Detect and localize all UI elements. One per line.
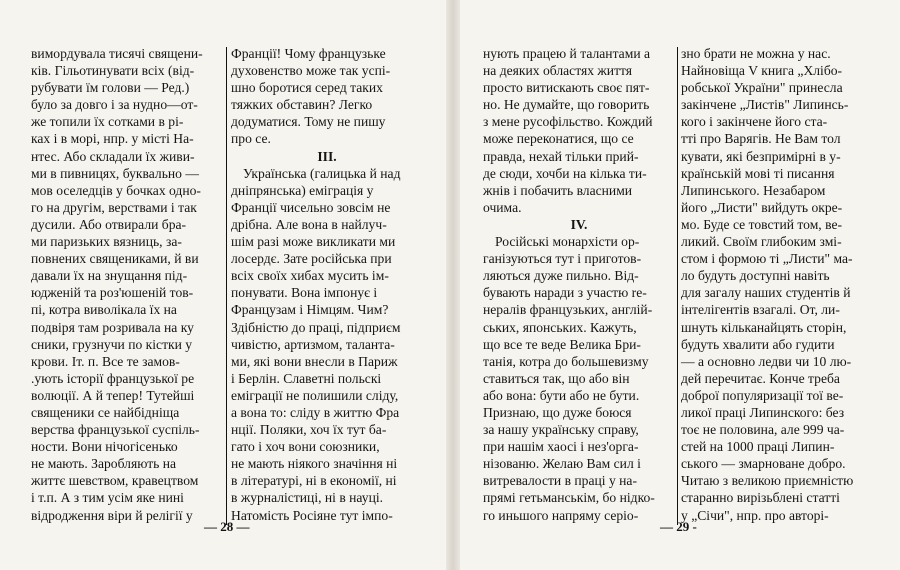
left-page-number: — 28 — — [204, 519, 250, 534]
text-line: ляються дуже пильно. Від- — [483, 268, 639, 284]
text-line: Липинського. Незабаром — [681, 182, 826, 198]
text-line: дусили. Або отвирали бра- — [31, 216, 187, 232]
right-page-column-rule — [677, 47, 678, 525]
text-line: ликий. Своїм глибоким змі- — [681, 234, 842, 250]
text-line: для загалу наших студентів й — [681, 285, 851, 301]
text-line: ности. Вони нічогісенько — [31, 439, 178, 455]
text-line: Признаю, що дуже боюся — [483, 404, 632, 420]
text-line: вимордувала тисячі священи- — [31, 46, 203, 61]
text-line: рубувати їм голови — Ред.) — [31, 80, 190, 96]
text-line: старанно вирізьблені статті — [681, 490, 840, 506]
text-line: Французам і Німцям. Чим? — [231, 302, 389, 318]
text-line: подвіря там розривала на ку — [31, 319, 194, 335]
text-line: очима. — [483, 199, 522, 215]
text-line: і т.п. А з тим усім яке нині — [31, 490, 184, 506]
text-line: може переконатися, що се — [483, 131, 634, 147]
text-line: мов оселедців у бочках одно- — [31, 182, 201, 198]
text-line: верства французької суспіль- — [31, 422, 200, 438]
text-line: життє шевством, кравецтвом — [31, 473, 199, 489]
text-line: на деяких областях життя — [483, 63, 633, 79]
text-line: інтелігентів взагалі. От, ли- — [681, 302, 840, 318]
left-page-column-2 — [231, 45, 423, 524]
text-line: нізованю. Желаю Вам сил і — [483, 456, 641, 472]
text-line: Найновіща V книга „Хлібо- — [681, 63, 843, 79]
text-line: ських, японських. Кажуть, — [483, 319, 637, 335]
text-line: не мають. Заробляють на — [31, 456, 177, 472]
text-line: ставиться так, що або він — [483, 370, 630, 386]
text-line: правда, нехай тільки прий- — [483, 148, 639, 164]
text-line: нералів французьких, англій- — [483, 302, 653, 318]
right-page-number: — 29 - — [660, 519, 697, 534]
text-line: було за довго і за нудно—от- — [31, 97, 198, 113]
text-line: у „Січи", нпр. про авторі- — [681, 507, 829, 523]
text-line: не мають ніякого значіння ні — [231, 456, 398, 472]
text-line: робської України" принесла — [681, 80, 843, 96]
text-line: го на другім, верствами і так — [31, 199, 197, 215]
text-line: і Берлін. Славетні польскі — [231, 370, 382, 386]
text-line: шім разі може викликати ми — [231, 234, 396, 250]
text-line: ликої праці Липинского: без — [681, 404, 845, 420]
text-line: волюції. А й тепер! Тутейші — [31, 387, 195, 403]
text-line: тоє не половина, але 999 ча- — [681, 422, 845, 438]
text-line: Російські монархісти ор- — [495, 234, 640, 250]
text-line: за нашу українську справу, — [483, 422, 639, 438]
text-line: священики се найбідніща — [31, 404, 180, 420]
text-line: повнених священиками, й ви — [31, 251, 199, 267]
text-line: ках і в морі, нпр. у місті На- — [31, 131, 194, 147]
text-line: кувати, які безпримірні в у- — [681, 148, 841, 164]
text-line: Українська (галицька й над — [243, 165, 401, 181]
text-line: дніпрянська) еміграція у — [231, 182, 374, 198]
text-line: ми в пивницях, буквально — — [31, 165, 199, 181]
text-line: духовенство може так успі- — [231, 63, 391, 79]
text-line: Натомість Росіяне тут імпо- — [231, 507, 393, 523]
text-line: будуть хвалити або гудити — [681, 336, 835, 352]
text-line: прямі гетьманськім, бо нідко- — [483, 490, 655, 506]
right-page-column-2 — [681, 45, 873, 524]
text-line: стом і формою ті „Листи" ма- — [681, 251, 853, 267]
text-line: з мене русофільство. Кождий — [483, 114, 653, 130]
text-line: танія, котра до большевизму — [483, 353, 649, 369]
text-line: нують працею й талантами а — [483, 46, 651, 61]
text-line: дрібна. Але вона в найлуч- — [231, 216, 387, 232]
text-line: го иньшого напряму серіо- — [483, 507, 639, 523]
text-line: же топили їх сотками в рі- — [31, 114, 184, 130]
text-line: юдженій та роз'юшеній тов- — [31, 285, 194, 301]
text-line: додуматися. Тому не пишу — [231, 114, 386, 130]
text-line: жнів і побачить власними — [483, 182, 633, 198]
text-line: — а основно ледви чи 10 лю- — [681, 353, 852, 369]
text-line: а вона то: сліду в життю Фра — [231, 404, 400, 420]
text-line: крови. Іт. п. Все те замов- — [31, 353, 180, 369]
text-line: витревалости в праці у на- — [483, 473, 637, 489]
text-line: ків. Гільотинувати всіх (від- — [31, 63, 195, 79]
text-line: зно брати не можна у нас. — [681, 46, 831, 61]
text-line: відродження віри й релігії у — [31, 507, 193, 523]
text-line: Франції! Чому французьке — [231, 46, 386, 61]
text-line: гато і хоч вони союзники, — [231, 439, 380, 455]
text-line: при нашім хаосі і нез'орга- — [483, 439, 639, 455]
text-line: доброї популяризації тої ве- — [681, 387, 844, 403]
text-line: ми паризьких вязниць, за- — [31, 234, 182, 250]
text-line: де сюди, хочби на кілька ти- — [483, 165, 647, 181]
text-line: в журналістиці, ні в науці. — [231, 490, 384, 506]
text-line: тяжких обставин? Легко — [231, 97, 373, 113]
right-page-column-1 — [483, 45, 675, 524]
text-line: ло будуть доступні навіть — [681, 268, 830, 284]
text-line: дей перечитає. Конче треба — [681, 370, 840, 386]
text-line: Читаю з великою приємністю — [681, 473, 854, 489]
text-line: всіх своїх хибах мусить ім- — [231, 268, 389, 284]
text-line: про се. — [231, 131, 271, 147]
text-line: ганізуються тут і приготов- — [483, 251, 642, 267]
text-line: сники, грузнучи по кістки у — [31, 336, 193, 352]
text-line: просто витискають своє пят- — [483, 80, 650, 96]
text-line: Франції чисельно зовсім не — [231, 199, 391, 215]
section-heading: III. — [317, 148, 337, 164]
text-line: Здібністю до праці, підприєм — [231, 319, 401, 335]
text-line: мо. Буде се товстий том, ве- — [681, 216, 843, 232]
text-line: пі, котра виволікала їх на — [31, 302, 177, 318]
left-page-column-rule — [226, 47, 227, 525]
text-line: шнуть кільканайцять сторін, — [681, 319, 847, 335]
text-line: еміграції не полишили сліду, — [231, 387, 399, 403]
text-line: тті про Варягів. Не Вам тол — [681, 131, 841, 147]
text-line: лосердє. Зате російська при — [231, 251, 392, 267]
section-heading: IV. — [570, 216, 588, 232]
text-line: закінчене „Листів" Липинсь- — [681, 97, 849, 113]
text-line: чивістю, артизмом, таланта- — [231, 336, 395, 352]
book-gutter — [446, 0, 460, 570]
text-line: стей на 1000 праці Липин- — [681, 439, 835, 455]
left-page-column-1 — [31, 45, 221, 524]
text-line: понувати. Вона імпонує і — [231, 285, 378, 301]
text-line: шно боротися серед таких — [231, 80, 383, 96]
text-line: країнській мові ті писання — [681, 165, 835, 181]
text-line: його „Листи" вийдуть окре- — [681, 199, 843, 215]
text-line: .ують історії французької ре — [31, 370, 195, 386]
text-line: но. Не думайте, що говорить — [483, 97, 650, 113]
text-line: що все те веде Велика Бри- — [483, 336, 641, 352]
text-line: нції. Поляки, хоч їх тут ба- — [231, 422, 387, 438]
text-line: кого і закінчене його ста- — [681, 114, 828, 130]
text-line: нтес. Або складали їх живи- — [31, 148, 195, 164]
text-line: ського — змарноване добро. — [681, 456, 846, 472]
text-line: в літературі, ні в економії, ні — [231, 473, 397, 489]
text-line: бувають наради з участю re- — [483, 285, 647, 301]
text-line: ми, які вони внесли в Париж — [231, 353, 398, 369]
text-line: або вона: бути або не бути. — [483, 387, 640, 403]
text-line: давали їх на знущання під- — [31, 268, 188, 284]
